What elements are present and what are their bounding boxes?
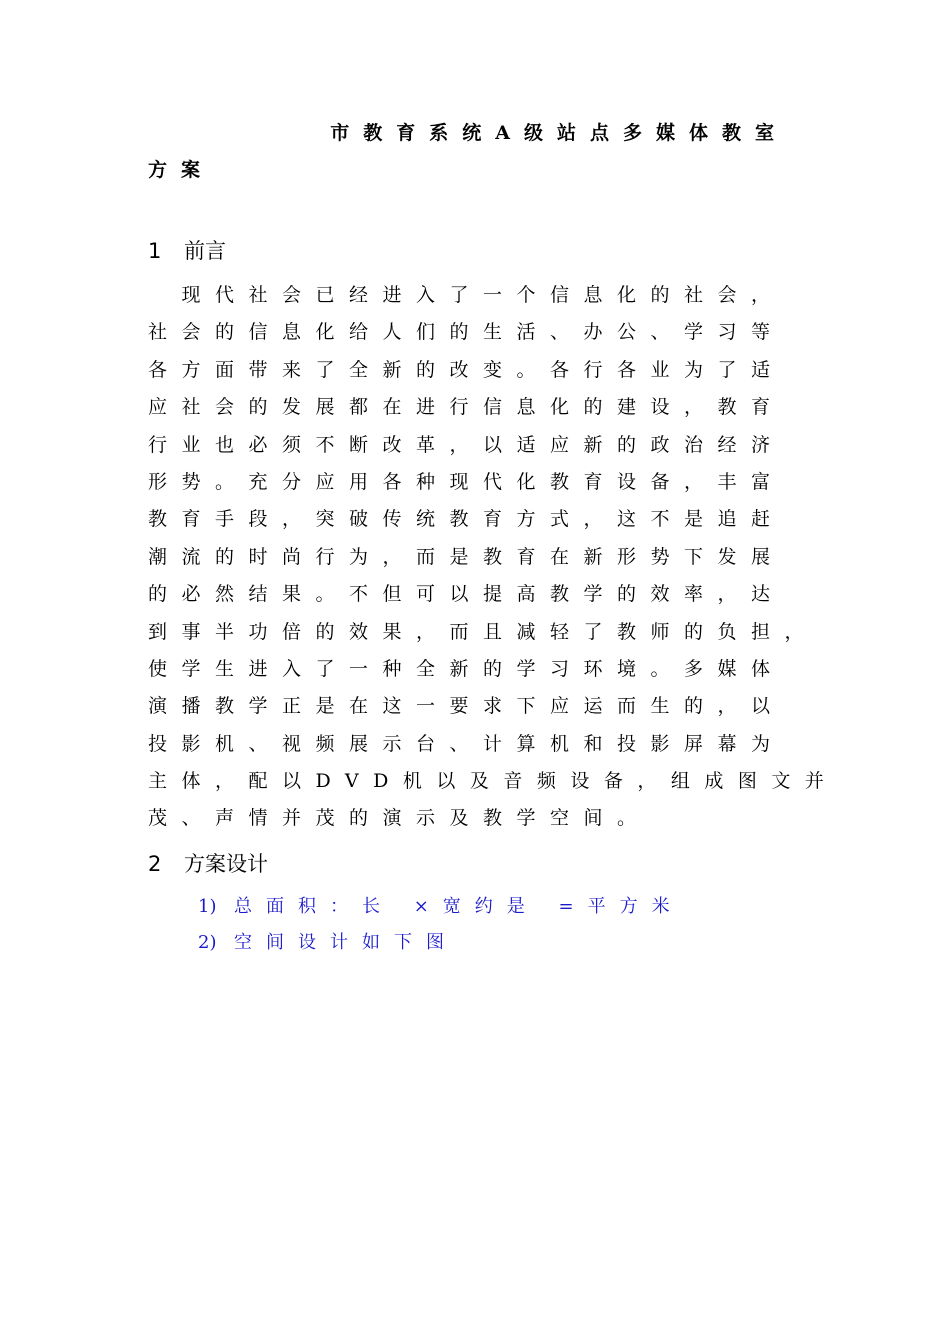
paragraph-line: 应社会的发展都在进行信息化的建设，教育: [148, 396, 785, 419]
list-item-text: 空间设计如下图: [234, 932, 458, 953]
paragraph-line: 行业也必须不断改革，以适应新的政治经济: [148, 433, 785, 456]
list-item-number: 1): [198, 896, 217, 917]
list-item-number: 2): [198, 932, 217, 953]
document-title-line1: 市教育系统A级站点多媒体教室: [330, 122, 788, 144]
paragraph-line: 演播教学正是在这一要求下应运而生的，以: [148, 695, 785, 718]
section-2-heading: [148, 848, 268, 878]
paragraph-line: 教育手段，突破传统教育方式，这不是追赶: [148, 508, 785, 531]
paragraph-line: 使学生进入了一种全新的学习环境。多媒体: [148, 657, 785, 680]
paragraph-line: 社会的信息化给人们的生活、办公、学习等: [148, 321, 785, 344]
list-item: [198, 892, 684, 928]
paragraph-line: 的必然结果。不但可以提高教学的效率，达: [148, 583, 785, 606]
paragraph-line: 各方面带来了全新的改变。各行各业为了适: [148, 358, 785, 381]
section-2-number: 2: [148, 852, 162, 876]
paragraph-line: 现代社会已经进入了一个信息化的社会，: [148, 284, 785, 306]
paragraph-line: 形势。充分应用各种现代化教育设备，丰富: [148, 470, 785, 493]
section-2-list: [198, 892, 684, 964]
document-title-line2: 方案: [148, 159, 215, 181]
section-1-title: 前言: [184, 239, 226, 263]
paragraph-line: 主体，配以DVD机以及音频设备，组成图文并: [148, 770, 839, 793]
paragraph-line: 茂、声情并茂的演示及教学空间。: [148, 807, 651, 830]
paragraph-line: 到事半功倍的效果，而且减轻了教师的负担，: [148, 620, 819, 643]
section-1-paragraph: [148, 280, 839, 841]
list-item: [198, 928, 684, 964]
list-item-text: 总面积：长 ×宽约是 =平方米: [234, 896, 684, 917]
paragraph-line: 投影机、视频展示台、计算机和投影屏幕为: [148, 732, 785, 755]
paragraph-line: 潮流的时尚行为，而是教育在新形势下发展: [148, 545, 785, 568]
section-1-number: 1: [148, 239, 162, 263]
section-1-heading: [148, 235, 226, 265]
section-2-title: 方案设计: [184, 852, 268, 876]
